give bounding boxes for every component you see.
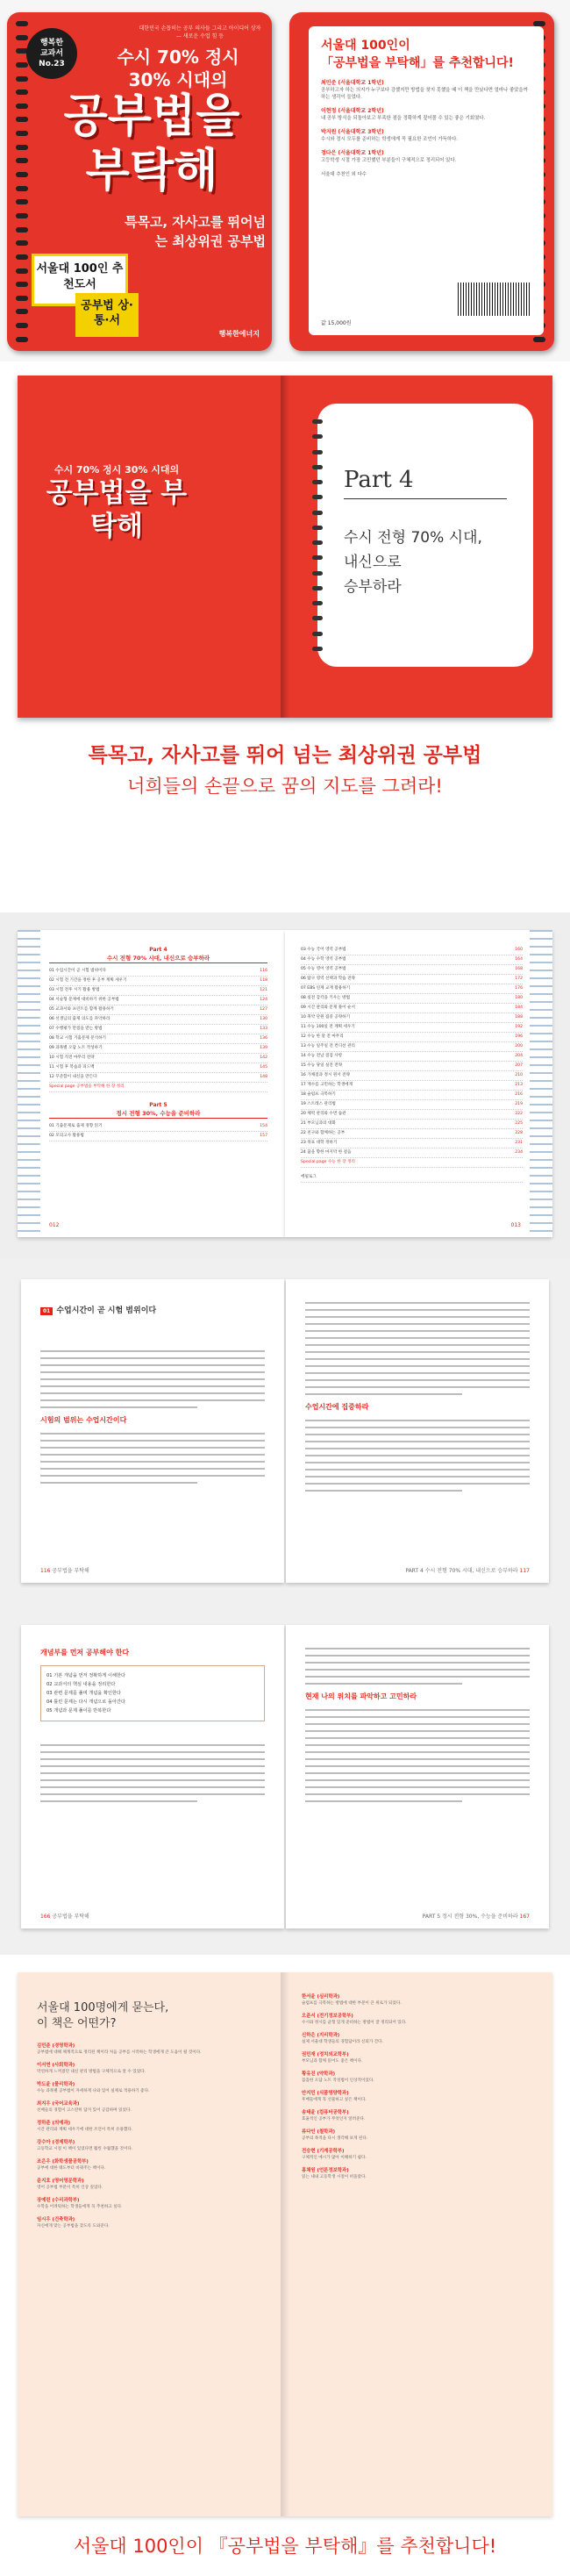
toc-epilogue: 에필로그 xyxy=(301,1173,523,1183)
list-spread-section xyxy=(0,1604,570,1955)
toc-item: 14 수능 전날 점검 사항 204 xyxy=(301,1052,523,1062)
list-right-page xyxy=(286,1625,549,1928)
toc-item: 04 서술형 문제에 대비하기 위한 공부법 124 xyxy=(49,996,267,1005)
body-text xyxy=(40,1744,265,1802)
recommend-quote: 강수아 (경제학부) 고등학교 시절 이 책이 있었다면 훨씬 수월했을 것이다. xyxy=(37,2140,133,2151)
recommend-quote: 황유진 (약학과) 꼼꼼한 오답 노트 작성법이 인상적이었다. xyxy=(302,2072,374,2083)
point-line: 05 개념과 문제 풀이를 반복한다 xyxy=(46,1708,111,1714)
cover-title: 공부법을 부탁해 xyxy=(63,90,240,197)
page-footer: 166 공부법을 부탁해 xyxy=(40,1914,89,1920)
book-gutter xyxy=(281,376,289,718)
caption-headline: 특목고, 자사고를 뛰어 넘는 최상위권 공부법 xyxy=(88,744,482,767)
recommend-caption: 서울대 100인이 『공부법을 부탁해』를 추천합니다! xyxy=(73,2536,497,2557)
recommend-quote: 류다인 (철학과) 공부의 목적을 다시 생각해 보게 된다. xyxy=(302,2129,368,2141)
toc-item: 07 수행평가 만점을 받는 방법 133 xyxy=(49,1025,267,1034)
back-quote: 이현정 (서울대학교 2학년) 내 공부 방식을 되돌아보고 부족한 점을 정확하게 짚어볼 수 있는 좋은 기회였다. xyxy=(321,108,486,121)
point-line: 01 기본 개념을 먼저 정확하게 이해한다 xyxy=(46,1673,126,1678)
publisher-logo: 행복한에너지 xyxy=(218,330,260,338)
toc-special: Special page 공부법을 부탁해 한 장 정리 xyxy=(49,1083,267,1092)
recommend-quote: 신하은 (지리학과) 실제 서울대 학생들의 경험담이라 신뢰가 간다. xyxy=(302,2033,384,2044)
recommend-quote: 안지민 (식품영양학과) 후배들에게 꼭 선물하고 싶은 책이다. xyxy=(302,2091,367,2102)
recommend-quote: 홍채원 (언론정보학과) 읽는 내내 고등학생 시절이 떠올랐다. xyxy=(302,2168,367,2179)
back-quote: 박지원 (서울대학교 3학년) 수시와 정시 모두를 준비하는 학생에게 꼭 필요한 조언이 가득하다. xyxy=(321,129,459,142)
toc-item: 05 교과서와 프린트를 함께 활용하기 127 xyxy=(49,1005,267,1015)
caption-subline: 너희들의 손끝으로 꿈의 지도를 그려라! xyxy=(127,776,443,797)
text-left-page xyxy=(21,1279,284,1583)
back-bottom xyxy=(321,277,531,326)
body-text xyxy=(305,1648,530,1685)
back-heading: 서울대 100인이 xyxy=(321,39,410,53)
recommend-right-column xyxy=(302,1993,531,2186)
point-box xyxy=(40,1665,265,1721)
method-sticker: 공부법 상·통·서 xyxy=(75,293,139,337)
toc-item: 10 시험 직전 마무리 전략 142 xyxy=(49,1054,267,1063)
page-stripes xyxy=(530,930,552,1237)
recommend-quote: 한서윤 (심리학과) 슬럼프를 극복하는 방법에 대한 부분이 큰 위로가 되었다. xyxy=(302,1994,402,2006)
toc-item: 08 실전 감각을 키우는 방법 180 xyxy=(301,994,523,1004)
toc-right-list xyxy=(301,946,523,1183)
body-text xyxy=(40,1350,265,1408)
body-text xyxy=(305,1302,530,1395)
recommend-quote: 장예린 (수리과학부) 수학을 어려워하는 학생들에게 꼭 추천하고 싶다. xyxy=(37,2198,123,2209)
recommend-section xyxy=(0,1955,570,2576)
toc-item: 17 재수를 고민하는 학생에게 213 xyxy=(301,1081,523,1091)
toc-special: Special page 수능 한 장 정리 xyxy=(301,1158,523,1168)
recommend-quote: 박도윤 (물리학과) 수능 과목별 공부법이 자세하게 나와 있어 실제로 적용하기 좋다. xyxy=(37,2082,150,2093)
toc-part-title: 정시 전형 30%, 수능을 준비하라 xyxy=(49,1109,267,1119)
recommend-quote: 송태윤 (컴퓨터공학부) 효율적인 공부가 무엇인지 알려준다. xyxy=(302,2110,366,2122)
recommend-left-column xyxy=(37,2043,267,2236)
recommend-quote: 전승현 (기계공학부) 구체적인 예시가 많아 이해하기 쉽다. xyxy=(302,2149,367,2160)
recommend-spread xyxy=(18,1972,552,2516)
toc-left-list xyxy=(49,946,267,1141)
chapter-title: 수시 전형 70% 시대, 내신으로 승부하라 xyxy=(344,529,482,596)
point-line: 02 교과서의 핵심 내용을 정리한다 xyxy=(46,1682,116,1687)
page-footer: 116 공부법을 부탁해 xyxy=(40,1568,89,1574)
toc-item: 03 수능 국어 영역 공부법 160 xyxy=(301,946,523,955)
book-gutter xyxy=(281,1972,289,2516)
toc-item: 10 취약 단원 집중 공략하기 188 xyxy=(301,1013,523,1023)
recommend-quote: 조은우 (화학생물공학부) 공부에 대한 태도부터 바꿔주는 책이다. xyxy=(37,2159,106,2171)
part-label: Part 4 xyxy=(344,467,507,499)
part-notepad xyxy=(317,404,533,667)
toc-item: 13 수능 일주일 전 컨디션 관리 200 xyxy=(301,1042,523,1052)
toc-item: 11 시험 후 복습과 피드백 145 xyxy=(49,1063,267,1073)
toc-part-label: Part 5 xyxy=(149,1102,167,1108)
section-heading: 현재 나의 위치를 파악하고 고민하라 xyxy=(305,1692,417,1700)
toc-item: 09 시간 관리와 문제 풀이 순서 184 xyxy=(301,1004,523,1013)
toc-item: 03 시험 전후 시기 활용 방법 121 xyxy=(49,986,267,996)
toc-item: 16 가채점과 정시 원서 전략 210 xyxy=(301,1071,523,1081)
toc-item: 06 선생님의 출제 의도를 파악하라 130 xyxy=(49,1015,267,1025)
spiral-binding xyxy=(312,419,323,651)
toc-item: 15 수능 당일 실전 전략 207 xyxy=(301,1062,523,1071)
part4-spread-section xyxy=(0,361,570,811)
price-label: 값 15,000원 xyxy=(321,320,352,326)
front-cover xyxy=(7,12,272,351)
recommend-quote: 최지우 (국어교육과) 선배들의 경험이 고스란히 담겨 있어 공감하며 읽었다. xyxy=(37,2101,132,2113)
back-footer: 서울대 추천인 외 다수 xyxy=(321,172,367,177)
toc-item: 02 모의고사 활용법 157 xyxy=(49,1132,267,1141)
section-heading: 수업시간에 집중하라 xyxy=(305,1403,369,1411)
toc-item: 24 꿈을 향한 마지막 한 걸음 234 xyxy=(301,1148,523,1158)
toc-item: 20 체력 관리와 수면 습관 222 xyxy=(301,1110,523,1120)
cover-tagline: 수시 70% 정시 30% 시대의 xyxy=(117,47,239,90)
back-quote: 최민준 (서울대학교 1학년) 공부하고자 하는 의지가 누구보다 강했지만 방법을 찾지 못했을 때 이 책을 만났다면 얼마나 좋았을까 하는 생각이 들었다. xyxy=(321,80,528,100)
toc-item: 11 수능 100일 전 계획 세우기 192 xyxy=(301,1023,523,1033)
chapter-heading: 01 수업시간이 곧 시험 범위이다 xyxy=(40,1304,265,1315)
recommend-quote: 권민재 (정치외교학부) 부모님과 함께 읽어도 좋은 책이다. xyxy=(302,2052,363,2064)
book-cover-section xyxy=(0,0,570,361)
recommend-quote: 이서연 (사회학과) 막연하게 느껴졌던 내신 관리 방법을 구체적으로 알 수 있었다. xyxy=(37,2063,146,2074)
toc-part-title: 수시 전형 70% 시대, 내신으로 승부하라 xyxy=(49,954,267,963)
open-book-spread xyxy=(18,376,552,718)
text-spread-section xyxy=(0,1258,570,1604)
page-number: 013 xyxy=(510,1222,521,1228)
toc-item: 19 스트레스 관리법 219 xyxy=(301,1100,523,1110)
toc-item: 01 기출문제로 출제 경향 읽기 154 xyxy=(49,1122,267,1132)
toc-item: 22 친구와 함께하는 공부 228 xyxy=(301,1129,523,1139)
toc-item: 23 목표 대학 정하기 231 xyxy=(301,1139,523,1148)
mini-cover-title xyxy=(42,463,191,543)
list-left-page xyxy=(21,1625,284,1928)
recommend-sticker: 서울대 100인 추천도서 xyxy=(32,254,128,306)
section-heading: 개념부를 먼저 공부해야 한다 xyxy=(40,1649,130,1657)
recommend-quote: 김민준 (경영학과) 공부법에 대해 체계적으로 정리된 책이라 처음 공부를 시작하는 학생에게 큰 도움이 될 것이다. xyxy=(37,2043,202,2055)
back-heading-2: 「공부법을 부탁해」를 추천합니다! xyxy=(321,56,514,70)
point-line: 03 관련 문제를 풀며 개념을 확인한다 xyxy=(46,1691,122,1696)
toc-item: 04 수능 수학 영역 공부법 164 xyxy=(301,955,523,965)
recommend-quote: 임시우 (건축학과) 자신에게 맞는 공부법을 찾도록 도와준다. xyxy=(37,2217,110,2229)
toc-right-page xyxy=(285,930,552,1237)
toc-item: 02 시험 전 기간을 정한 후 공부 계획 세우기 118 xyxy=(49,977,267,986)
toc-item: 05 수능 영어 영역 공부법 168 xyxy=(301,965,523,975)
toc-item: 12 수능 한 달 전 마무리 196 xyxy=(301,1033,523,1042)
section-heading: 시험의 범위는 수업시간이다 xyxy=(40,1416,127,1424)
recommend-heading: 서울대 100명에게 묻는다, 이 책은 어떤가? xyxy=(37,2001,169,2030)
toc-item: 06 탐구 영역 선택과 학습 전략 172 xyxy=(301,975,523,984)
toc-item: 08 학교 시험 기출문제 분석하기 136 xyxy=(49,1034,267,1044)
cover-top-note: 대한민국 손꼽히는 공부 의사들 그리고 아이디어 상자 — 새로운 수업 힘 등 xyxy=(139,25,261,39)
toc-part-label: Part 4 xyxy=(149,947,167,953)
toc-item: 09 과목별 오답 노트 작성하기 139 xyxy=(49,1044,267,1054)
toc-item: 01 수업시간이 곧 시험 범위이다 116 xyxy=(49,967,267,977)
point-line: 04 틀린 문제는 다시 개념으로 돌아간다 xyxy=(46,1699,126,1705)
body-text xyxy=(40,1433,265,1484)
back-cover xyxy=(289,12,554,351)
toc-left-page xyxy=(18,930,285,1237)
mini-title: 공부법을 부탁해 xyxy=(46,477,188,542)
recommend-quote: 정하준 (의예과) 시간 관리와 계획 세우기에 대한 조언이 특히 유용했다. xyxy=(37,2121,133,2132)
page-stripes xyxy=(18,930,40,1237)
body-text xyxy=(305,1420,530,1492)
cover-subtitle: 특목고, 자사고를 뛰어넘는 최상위권 공부법 xyxy=(124,214,266,249)
toc-item: 07 EBS 연계 교재 활용하기 176 xyxy=(301,984,523,994)
text-right-page xyxy=(286,1279,549,1583)
toc-item: 18 슬럼프 극복하기 216 xyxy=(301,1091,523,1100)
back-cover-paper xyxy=(309,26,544,335)
page-footer: PART 5 정시 전형 30%, 수능을 준비하라 167 xyxy=(422,1914,530,1920)
page-footer: PART 4 수시 전형 70% 시대, 내신으로 승부하라 117 xyxy=(405,1568,530,1574)
recommend-quote: 윤지호 (영어영문학과) 영어 공부법 부분이 특히 인상 깊었다. xyxy=(37,2179,103,2190)
mini-tagline: 수시 70% 정시 30% 시대의 xyxy=(53,464,180,476)
back-quote: 정다은 (서울대학교 1학년) 고등학생 시절 가장 고민했던 부분들이 구체적으로 정리되어 있다. xyxy=(321,150,457,163)
series-badge: 행복한 교과서 No.23 xyxy=(26,28,77,79)
toc-item: 12 꾸준함이 내신을 만든다 148 xyxy=(49,1073,267,1083)
toc-item: 21 부모님과의 대화 225 xyxy=(301,1120,523,1129)
page-number: 012 xyxy=(49,1222,60,1228)
recommend-quote: 오준서 (전기정보공학부) 수시와 정시를 균형 있게 준비하는 방법이 잘 정리되어 있다. xyxy=(302,2014,407,2025)
barcode-icon xyxy=(458,283,531,316)
body-text xyxy=(305,1709,530,1802)
toc-spread-section xyxy=(0,912,570,1258)
